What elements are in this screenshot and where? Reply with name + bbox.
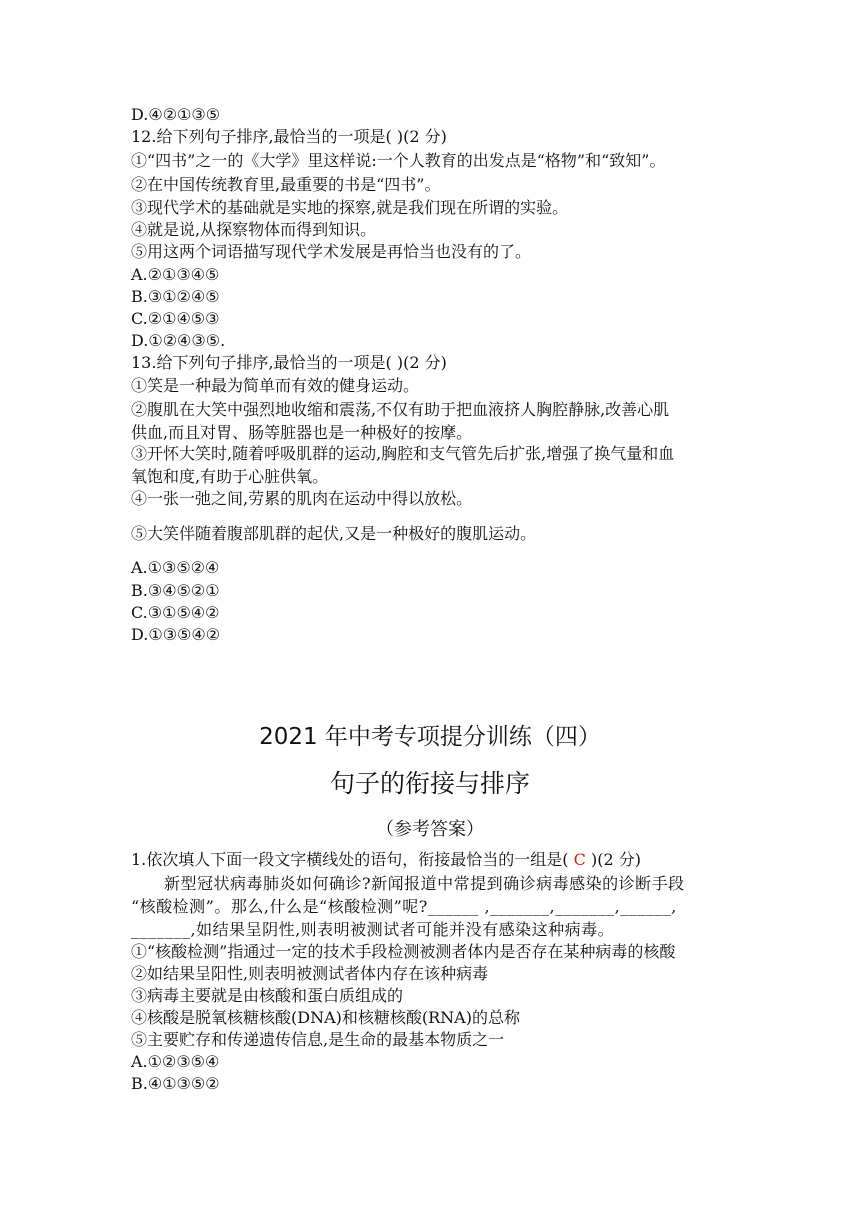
q13-stem: 13.给下列句子排序,最恰当的一项是( )(2 分) (131, 353, 447, 372)
a1-stem-before: 1.依次填人下面一段文字横线处的语句，衔接最恰当的一组是( (131, 850, 569, 869)
q13-option-a: A.①③⑤②④ (131, 558, 220, 577)
a1-paragraph-line-3: _______,如结果呈阴性,则表明被测试者可能并没有感染这种病毒。 (131, 920, 615, 939)
q12-option-b: B.③①②④⑤ (131, 287, 220, 306)
q12-sentence-4: ④就是说,从探察物体而得到知识。 (131, 220, 377, 239)
q13-sentence-3b: 氧饱和度,有助于心脏供氧。 (131, 467, 329, 486)
q13-sentence-3a: ③开怀大笑时,随着呼吸肌群的运动,胸腔和支气管先后扩张,增强了换气量和血 (131, 444, 675, 463)
a1-sentence-3: ③病毒主要就是由核酸和蛋白质组成的 (131, 986, 404, 1005)
q13-sentence-1: ①笑是一种最为简单而有效的健身运动。 (131, 376, 420, 395)
q13-sentence-2b: 供血,而且对胃、肠等脏器也是一种极好的按摩。 (131, 423, 473, 442)
q12-option-d: D.①②④③⑤. (131, 331, 226, 350)
page-title: 2021 年中考专项提分训练（四） (259, 724, 601, 750)
q13-option-d: D.①③⑤④② (131, 625, 221, 644)
a1-sentence-2: ②如结果呈阳性,则表明被测试者体内存在该种病毒 (131, 964, 489, 983)
a1-sentence-5: ⑤主要贮存和传递遗传信息,是生命的最基本物质之一 (131, 1030, 505, 1049)
q12-option-a: A.②①③④⑤ (131, 265, 220, 284)
a1-option-a: A.①②③⑤④ (131, 1052, 220, 1071)
q13-option-c: C.③①⑤④② (131, 603, 220, 622)
q12-sentence-5: ⑤用这两个词语描写现代学术发展是再恰当也没有的了。 (131, 242, 532, 261)
a1-paragraph-line-1: 新型冠状病毒肺炎如何确诊?新闻报道中常提到确诊病毒感染的诊断手段 (164, 874, 685, 893)
a1-stem-after: )(2 分) (590, 850, 641, 869)
a1-sentence-1: ①“核酸检测”指通过一定的技术手段检测被测者体内是否存在某种病毒的核酸 (131, 942, 676, 961)
q12-sentence-2: ②在中国传统教育里,最重要的书是“四书”。 (131, 175, 441, 194)
q12-stem: 12.给下列句子排序,最恰当的一项是( )(2 分) (131, 127, 447, 146)
answer-key-label: （参考答案） (376, 819, 484, 840)
q13-option-b: B.③④⑤②① (131, 581, 220, 600)
page-subtitle: 句子的衔接与排序 (329, 769, 530, 798)
q12-sentence-1: ①“四书”之一的《大学》里这样说:一个人教育的出发点是“格物”和“致知”。 (131, 151, 666, 170)
q12-option-c: C.②①④⑤③ (131, 309, 220, 328)
a1-answer: C (573, 850, 586, 869)
q13-sentence-2a: ②腹肌在大笑中强烈地收缩和震荡,不仅有助于把血液挤人胸腔静脉,改善心肌 (131, 400, 670, 419)
a1-stem (131, 849, 641, 871)
a1-paragraph-line-2: “核酸检测”。那么,什么是“核酸检测”呢?______ ,_______,_______,______, (131, 897, 677, 916)
q12-sentence-3: ③现代学术的基础就是实地的探察,就是我们现在所谓的实验。 (131, 198, 569, 217)
a1-sentence-4: ④核酸是脱氧核糖核酸(DNA)和核糖核酸(RNA)的总称 (131, 1008, 520, 1027)
a1-option-b: B.④①③⑤② (131, 1074, 220, 1093)
q11-option-d: D.④②①③⑤ (131, 105, 221, 124)
q13-sentence-5: ⑤大笑伴随着腹部肌群的起伏,又是一种极好的腹肌运动。 (131, 524, 537, 543)
q13-sentence-4: ④一张一弛之间,劳累的肌肉在运动中得以放松。 (131, 489, 473, 508)
